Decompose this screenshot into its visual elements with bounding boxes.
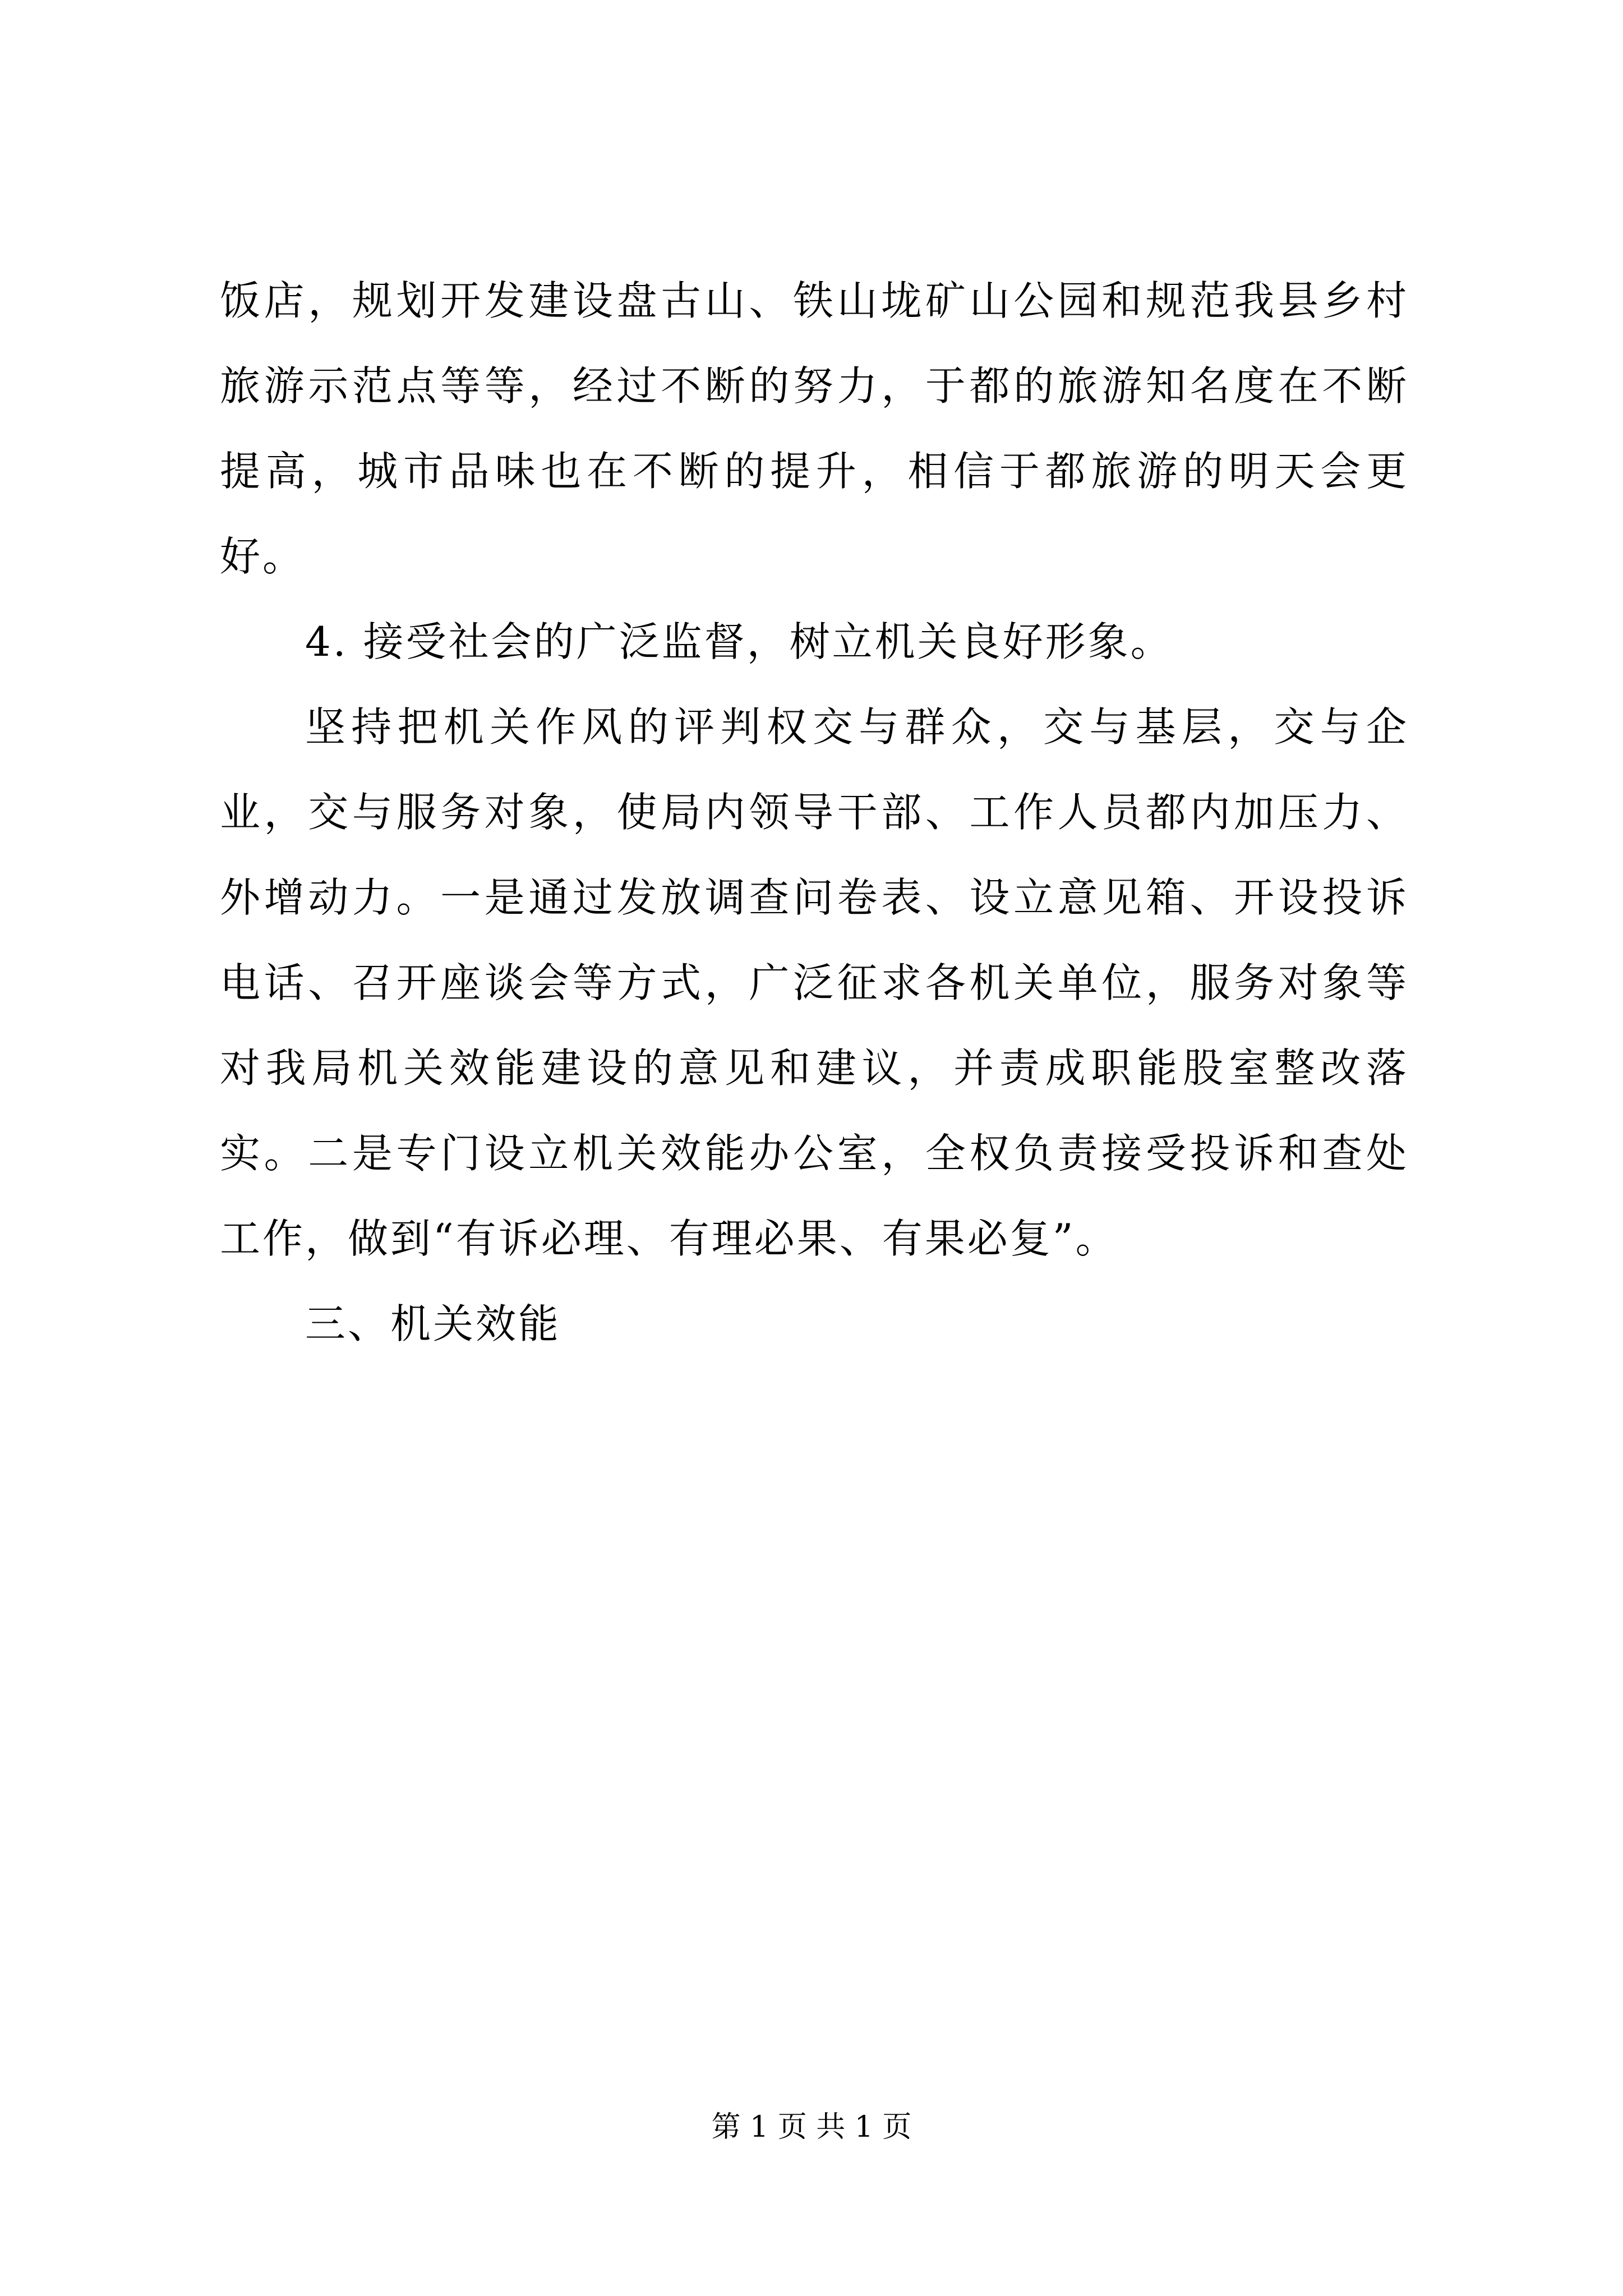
paragraph-heading-4: 4. 接受社会的广泛监督，树立机关良好形象。 — [305, 618, 1173, 665]
paragraph-continuation: 饭店，规划开发建设盘古山、铁山垅矿山公园和规范我县乡村旅游示范点等等，经过不断的努力，于都的旅游知名度在不断提高，城市品味也在不断的提升，相信于都旅游的明天会更好。 — [220, 277, 1409, 580]
paragraph-body: 坚持把机关作风的评判权交与群众，交与基层，交与企业，交与服务对象，使局内领导干部、工作人员都内加压力、外增动力。一是通过发放调查问卷表、设立意见箱、开设投诉电话、召开座谈会等方式，广泛征求各机关单位，服务对象等对我局机关效能建设的意见和建议，并责成职能股室整改落实。二是专门设立机关效能办公室，全权负责接受投诉和查处工作，做到“有诉必理、有理必果、有果必复”。 — [220, 703, 1409, 1262]
page-footer: 第 1 页 共 1 页 — [711, 2110, 912, 2144]
section-heading-3: 三、机关效能 — [305, 1300, 561, 1347]
document-body — [220, 258, 1409, 1366]
